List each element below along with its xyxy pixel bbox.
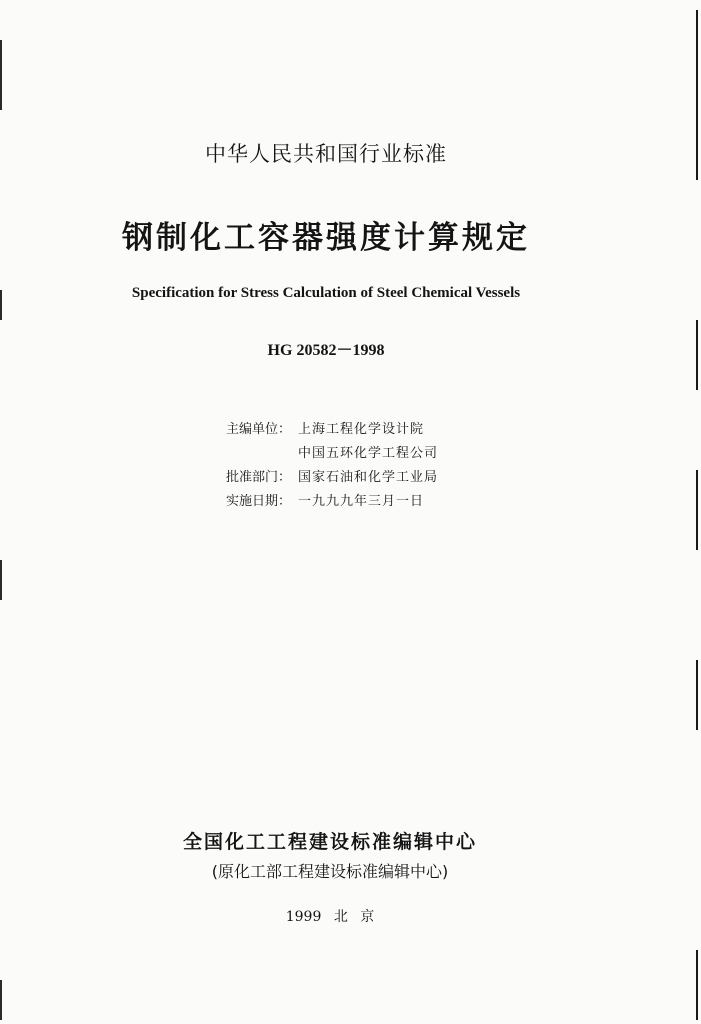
right-scan-edge — [696, 660, 698, 730]
editors-row — [226, 418, 438, 442]
editors-label-spacer — [226, 442, 298, 466]
approver-row — [226, 466, 438, 490]
editor-2: 中国五环化学工程公司 — [298, 446, 439, 461]
publication-year-place: 1999 北 京 — [285, 909, 375, 925]
approver-label: 批准部门： — [226, 470, 292, 485]
editors-row-2 — [226, 442, 438, 466]
english-title: Specification for Stress Calculation of Steel Chemical Vessels — [131, 285, 521, 301]
editor-1: 上海工程化学设计院 — [298, 422, 425, 437]
standard-category: 中华人民共和国行业标准 — [205, 142, 447, 166]
effective-label: 实施日期： — [226, 494, 292, 509]
right-scan-edge — [696, 470, 698, 550]
right-scan-edge — [696, 10, 698, 180]
approver: 国家石油和化学工业局 — [298, 470, 439, 485]
right-scan-edge — [696, 320, 698, 390]
right-scan-edge — [696, 950, 698, 1020]
document-metadata — [226, 418, 438, 514]
left-scan-edge — [0, 560, 2, 600]
publisher-name: 全国化工工程建设标准编辑中心 — [182, 831, 477, 853]
effective-date-row — [226, 490, 438, 514]
left-scan-edge — [0, 40, 2, 110]
publisher-former-name: (原化工部工程建设标准编辑中心) — [211, 862, 449, 881]
left-scan-edge — [0, 980, 2, 1020]
document-title: 钢制化工容器强度计算规定 — [122, 220, 530, 256]
standard-code: HG 20582－1998 — [267, 342, 385, 359]
effective-date: 一九九九年三月一日 — [298, 494, 425, 509]
editors-label: 主编单位： — [226, 422, 292, 437]
